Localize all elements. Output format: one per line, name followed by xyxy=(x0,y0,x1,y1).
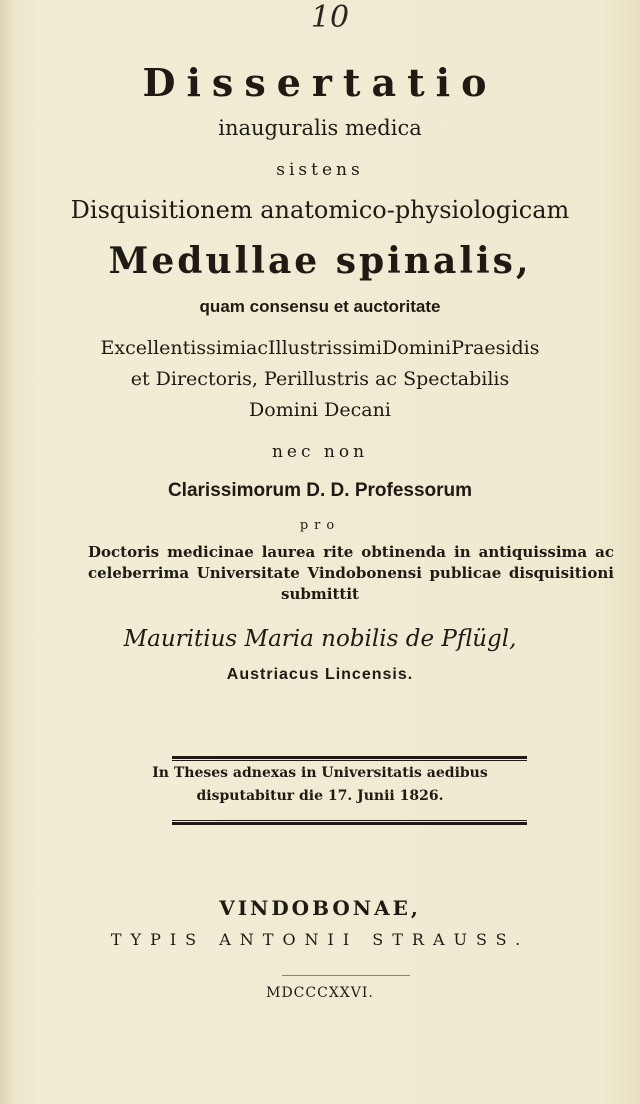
praeses-line: ExcellentissimiacIllustrissimiDominiPraesidis xyxy=(100,337,540,359)
theses-line-1: In Theses adnexas in Universitatis aedibus xyxy=(152,765,488,781)
imprint-year: MDCCCXXVI. xyxy=(266,985,374,1001)
subtitle-inauguralis: inauguralis medica xyxy=(218,116,422,140)
imprint-printer: TYPIS ANTONII STRAUSS. xyxy=(110,930,530,949)
consent-line: quam consensu et auctoritate xyxy=(199,297,441,316)
nec-non-line: nec non xyxy=(271,442,369,462)
main-title: Dissertatio xyxy=(142,60,498,105)
imprint-place: VINDOBONAE, xyxy=(219,896,421,920)
handwritten-page-number: 10 xyxy=(310,0,350,35)
director-line: et Directoris, Perillustris ac Spectabilis xyxy=(130,368,510,390)
pro-line: pro xyxy=(299,518,341,533)
year-divider xyxy=(282,975,410,976)
bottom-thin-rule xyxy=(172,820,527,821)
top-double-rule xyxy=(172,756,527,759)
subtitle-sistens: sistens xyxy=(276,160,364,180)
purpose-paragraph-line-3: submittit xyxy=(281,585,359,603)
professors-line: Clarissimorum D. D. Professorum xyxy=(167,480,473,501)
theses-line-2: disputabitur die 17. Junii 1826. xyxy=(196,788,444,804)
top-thin-rule xyxy=(172,760,527,761)
subject-title: Medullae spinalis, xyxy=(108,240,532,282)
subject-line: Disquisitionem anatomico-physiologicam xyxy=(70,196,570,224)
bottom-double-rule xyxy=(172,822,527,825)
purpose-paragraph-line-2: celeberrima Universitate Vindobonensi publicae disquisitioni xyxy=(88,564,614,582)
purpose-paragraph-line-1: Doctoris medicinae laurea rite obtinenda in antiquissima ac xyxy=(88,543,614,561)
author-origin: Austriacus Lincensis. xyxy=(226,666,414,683)
author-name: Mauritius Maria nobilis de Pflügl, xyxy=(123,626,517,652)
dean-line: Domini Decani xyxy=(249,399,391,421)
